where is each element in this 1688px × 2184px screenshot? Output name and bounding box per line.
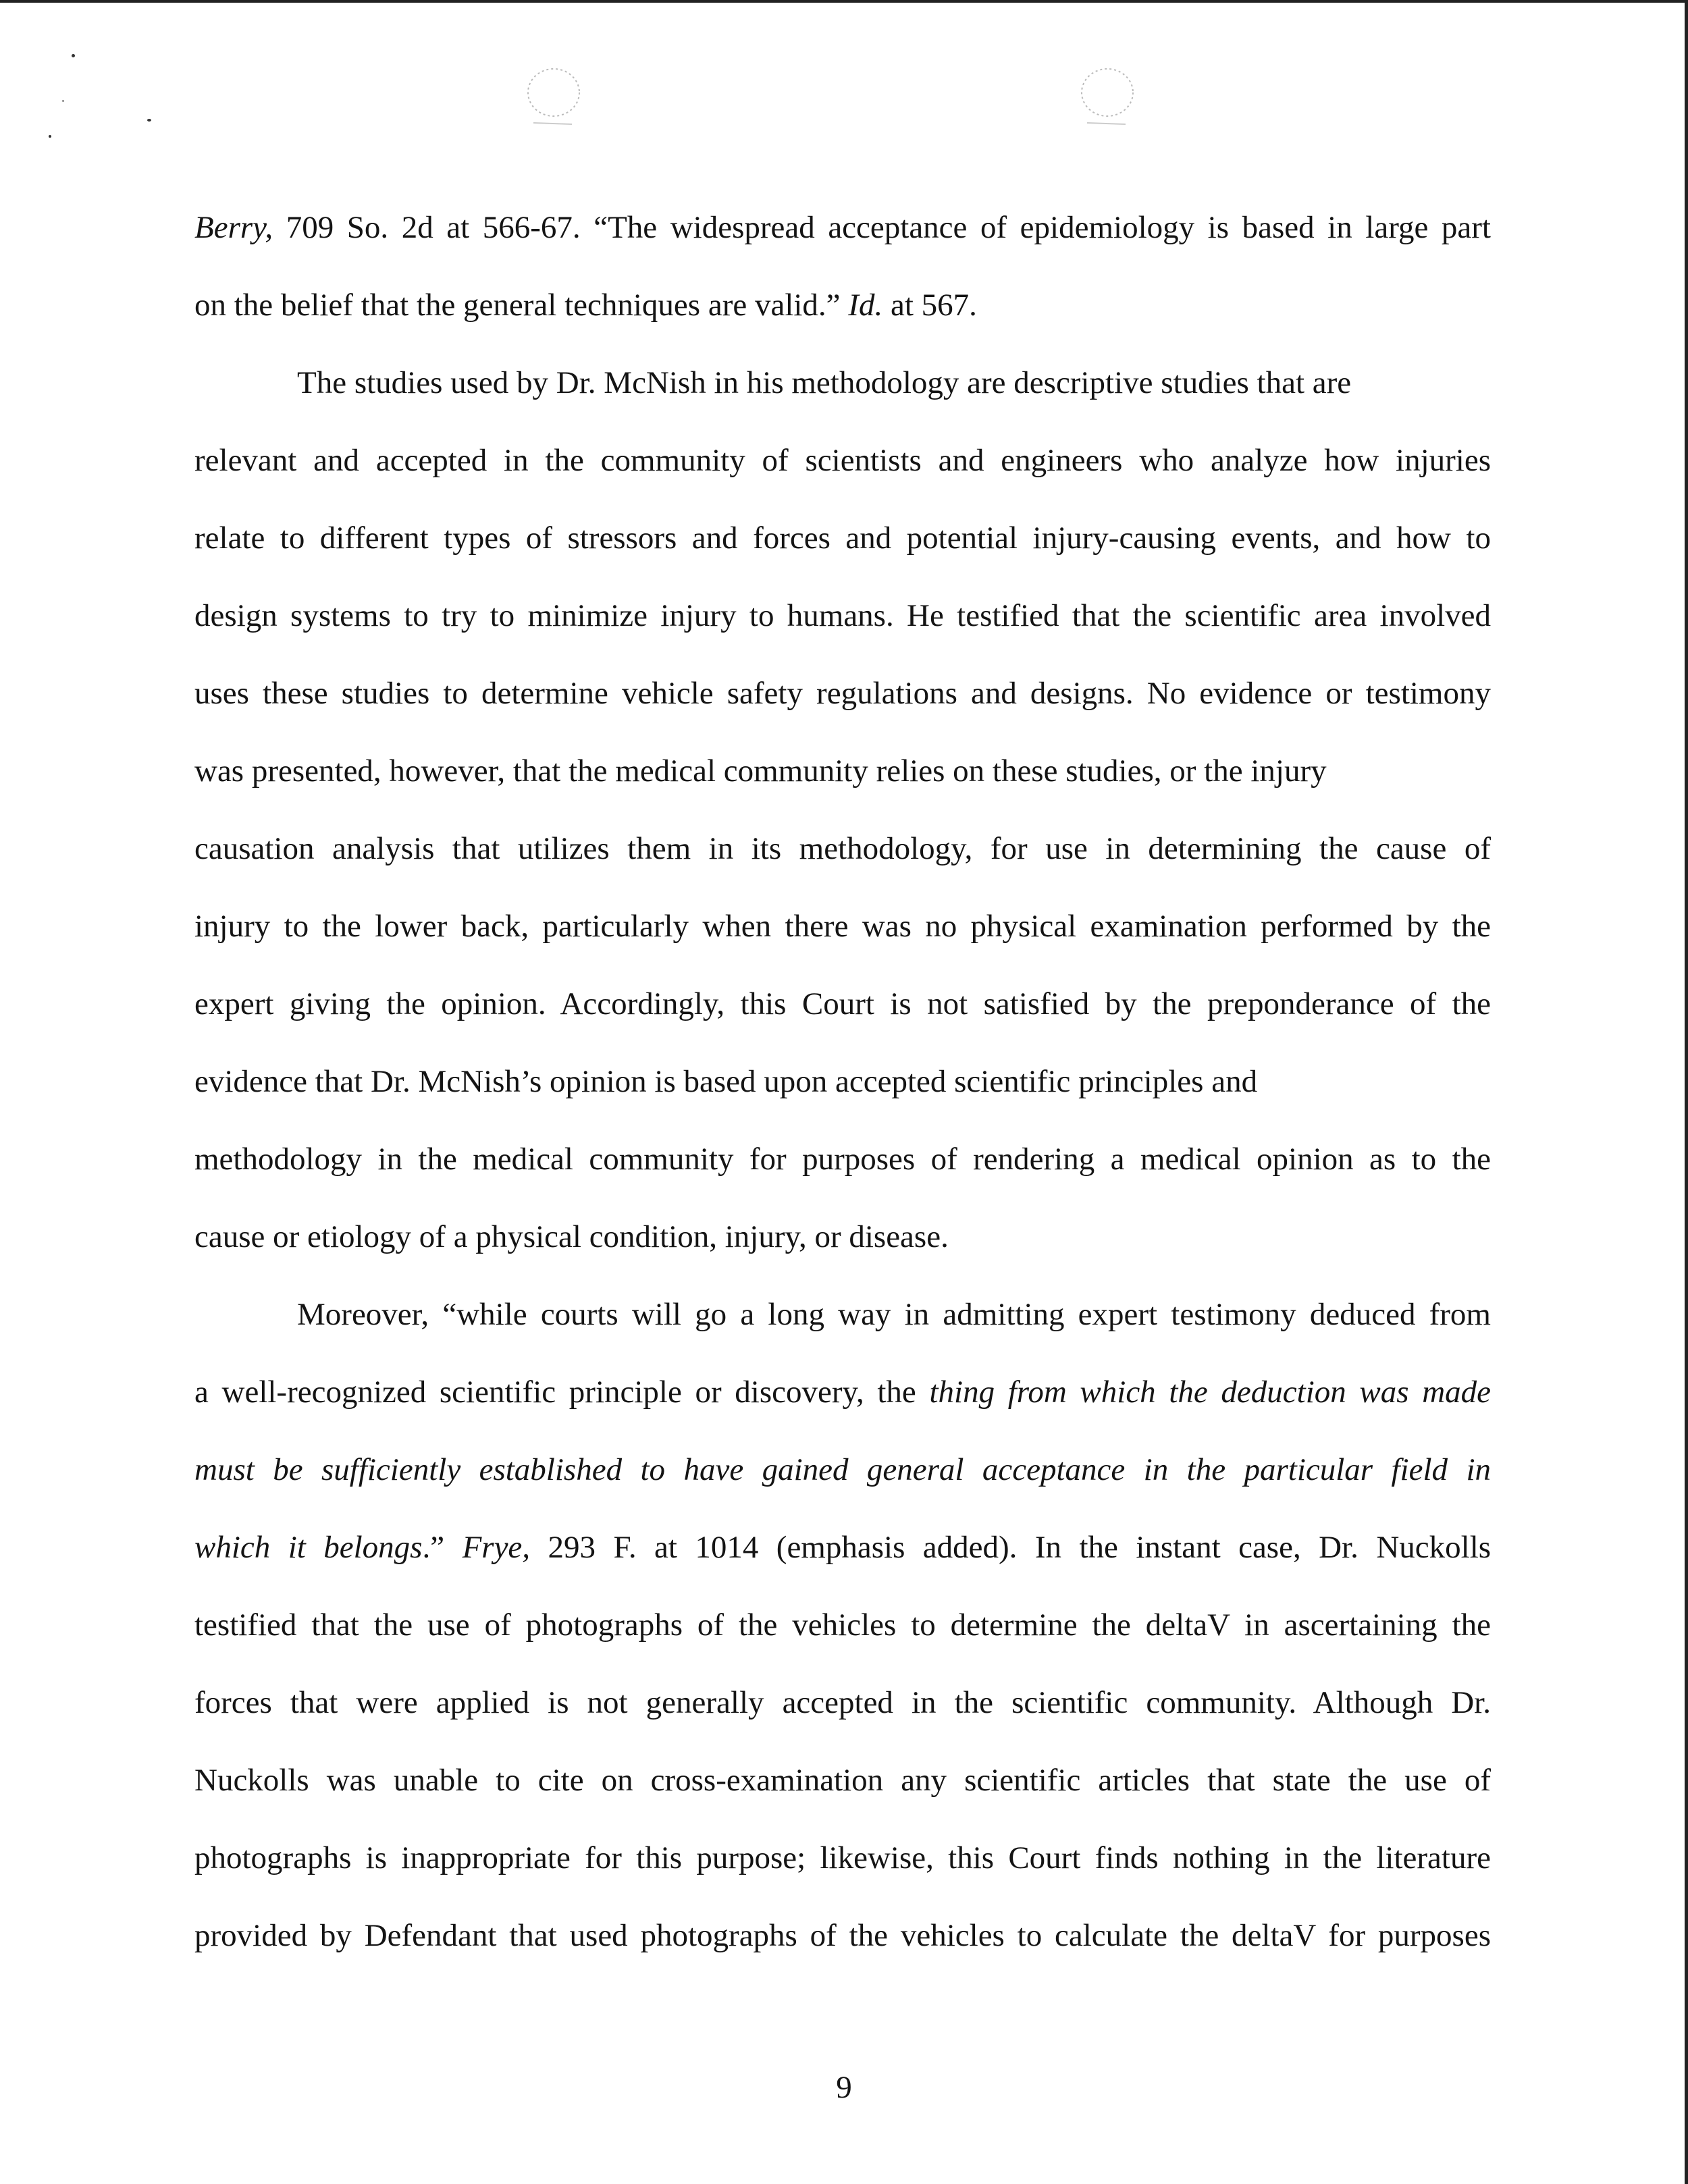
- scan-edge-top: [0, 0, 1688, 3]
- text-line: evidence that Dr. McNish’s opinion is based upon accepted scientific principles and: [194, 1064, 1258, 1099]
- text-line: cause or etiology of a physical condition, injury, or disease.: [194, 1219, 949, 1254]
- text-line: causation analysis that utilizes them in its methodology, for use in determining the cause of: [194, 831, 1491, 866]
- page-number: 9: [836, 2070, 852, 2105]
- scan-edge-right: [1685, 0, 1688, 2184]
- text-line: which it belongs.” Frye, 293 F. at 1014 (emphasis added). In the instant case, Dr. Nuckolls: [194, 1530, 1492, 1565]
- body-text: [194, 189, 1491, 1975]
- text-line: relevant and accepted in the community of scientists and engineers who analyze how injuries: [194, 443, 1491, 478]
- text-line: methodology in the medical community for purposes of rendering a medical opinion as to the: [194, 1142, 1491, 1177]
- text-line: The studies used by Dr. McNish in his methodology are descriptive studies that are: [297, 365, 1352, 400]
- text-line: testified that the use of photographs of the vehicles to determine the deltaV in ascertaining the: [194, 1607, 1491, 1643]
- text-line: was presented, however, that the medical community relies on these studies, or the injury: [194, 753, 1327, 789]
- text-line: design systems to try to minimize injury to humans. He testified that the scientific area involved: [194, 598, 1491, 633]
- punch-hole-left: [523, 62, 584, 136]
- scan-speck: [72, 54, 75, 57]
- scan-speck: [62, 100, 64, 102]
- text-line: must be sufficiently established to have gained general acceptance in the particular field in: [194, 1452, 1491, 1487]
- text-line: provided by Defendant that used photographs of the vehicles to calculate the deltaV for purposes: [194, 1918, 1491, 1953]
- text-line: forces that were applied is not generally accepted in the scientific community. Although Dr.: [194, 1685, 1491, 1720]
- scan-speck: [49, 135, 51, 138]
- text-line: Berry, 709 So. 2d at 566-67. “The widespread acceptance of epidemiology is based in large part: [194, 210, 1491, 245]
- text-line: Nuckolls was unable to cite on cross-examination any scientific articles that state the use of: [194, 1763, 1491, 1798]
- text-line: uses these studies to determine vehicle safety regulations and designs. No evidence or testimony: [194, 676, 1491, 711]
- text-line: expert giving the opinion. Accordingly, this Court is not satisfied by the preponderance of the: [194, 986, 1491, 1021]
- text-line: photographs is inappropriate for this purpose; likewise, this Court finds nothing in the literature: [194, 1840, 1491, 1875]
- text-line: on the belief that the general techniques are valid.” Id. at 567.: [194, 288, 977, 323]
- text-line: Moreover, “while courts will go a long way in admitting expert testimony deduced from: [297, 1297, 1491, 1332]
- text-line: relate to different types of stressors and forces and potential injury-causing events, and how to: [194, 521, 1491, 556]
- text-line: injury to the lower back, particularly when there was no physical examination performed by the: [194, 909, 1491, 944]
- text-line: a well-recognized scientific principle or discovery, the thing from which the deduction was made: [194, 1375, 1491, 1410]
- punch-hole-right: [1077, 62, 1138, 136]
- scan-speck: [147, 119, 151, 122]
